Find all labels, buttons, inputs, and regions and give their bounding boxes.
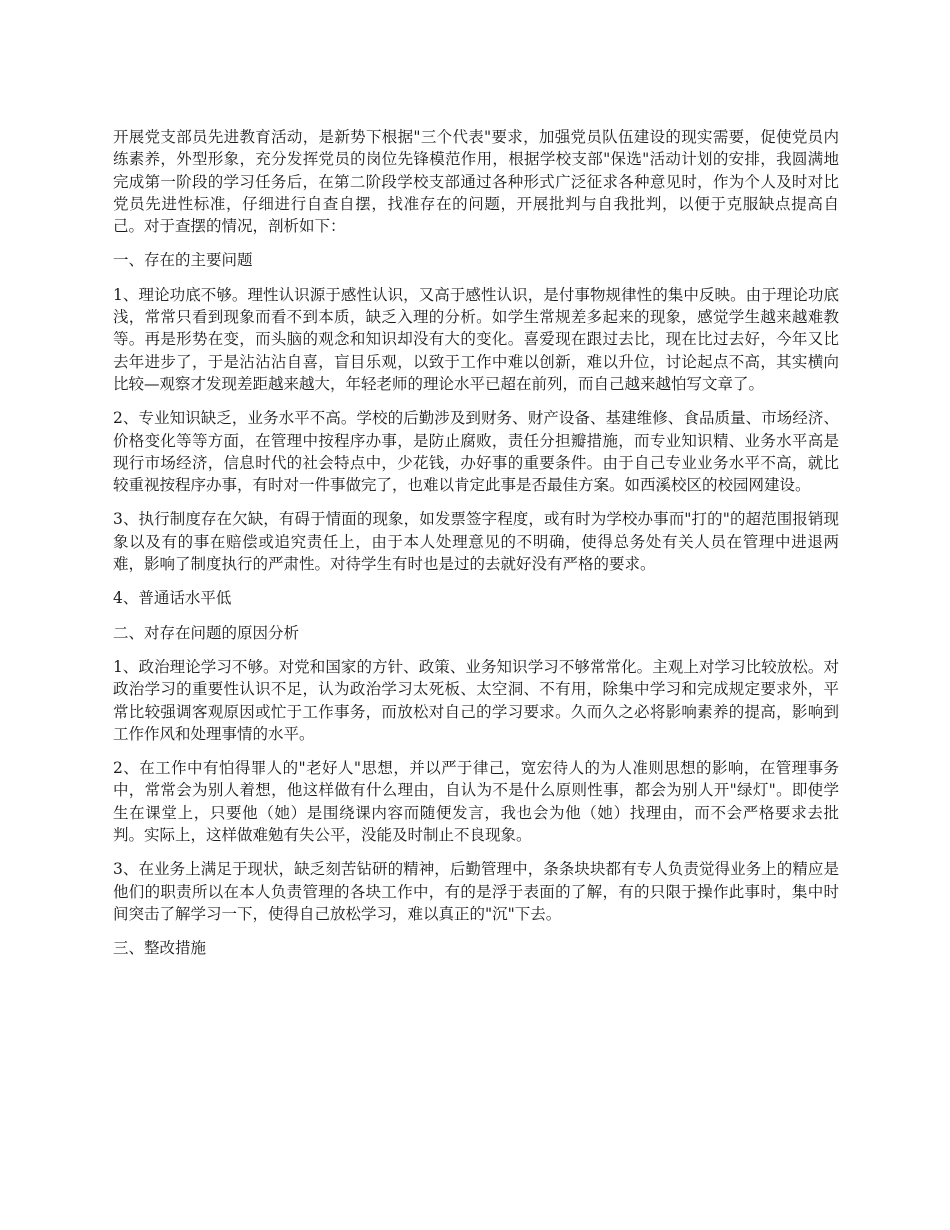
problem-paragraph-2: 2、专业知识缺乏，业务水平不高。学校的后勤涉及到财务、财产设备、基建维修、食品质量、市场经济、价格变化等等方面，在管理中按程序办事，是防止腐败，责任分担瓣措施，而专业知识精、业务水平高是现行市场经济，信息时代的社会特点中，少花钱，办好事的重要条件。由于自己专业业务水平不高，就比较重视按程序办事，有时对一件事做完了，也难以肯定此事是否最佳方案。如西溪校区的校园网建设。 bbox=[113, 409, 839, 495]
section-heading-rectification: 三、整改措施 bbox=[113, 939, 207, 958]
section-heading-main-problems: 一、存在的主要问题 bbox=[113, 251, 253, 270]
problem-paragraph-1: 1、理论功底不够。理性认识源于感性认识，又高于感性认识，是付事物规律性的集中反映。由于理论功底浅，常常只看到现象而看不到本质，缺乏入理的分析。如学生常规差多起来的现象，感觉学生越来越难教等。再是形势在变，而头脑的观念和知识却没有大的变化。喜爱现在跟过去比，现在比过去好，今年又比去年进步了，于是沾沾沾自喜，盲目乐观，以致于工作中难以创新，难以升位，讨论起点不高，其实横向比较—观察才发现差距越来越大，年轻老师的理论水平已超在前列，而自己越来越怕写文章了。 bbox=[113, 285, 839, 393]
problem-paragraph-3: 3、执行制度存在欠缺，有碍于情面的现象，如发票签字程度，或有时为学校办事而"打的"的超范围报销现象以及有的事在赔偿或追究责任上，由于本人处理意见的不明确，使得总务处有关人员在管理中进退两难，影响了制度执行的严肃性。对待学生有时也是过的去就好没有严格的要求。 bbox=[113, 510, 839, 574]
cause-paragraph-1: 1、政治理论学习不够。对党和国家的方针、政策、业务知识学习不够常常化。主观上对学习比较放松。对政治学习的重要性认识不足，认为政治学习太死板、太空洞、不有用，除集中学习和完成规定要求外，平常比较强调客观原因或忙于工作事务，而放松对自己的学习要求。久而久之必将影响素养的提高，影响到工作作风和处理事情的水平。 bbox=[113, 657, 839, 743]
document-body bbox=[113, 126, 839, 972]
problem-paragraph-4: 4、普通话水平低 bbox=[113, 589, 232, 608]
cause-paragraph-3: 3、在业务上满足于现状，缺乏刻苦钻研的精神，后勤管理中，条条块块都有专人负责觉得业务上的精应是他们的职责所以在本人负责管理的各块工作中，有的是浮于表面的了解，有的只限于操作此事时，集中时间突击了解学习一下，使得自己放松学习，难以真正的"沉"下去。 bbox=[113, 860, 839, 923]
intro-paragraph: 开展党支部员先进教育活动，是新势下根据"三个代表"要求，加强党员队伍建设的现实需要，促使党员内练素养，外型形象，充分发挥党员的岗位先锋模范作用，根据学校支部"保选"活动计划的安排，我圆满地完成第一阶段的学习任务后，在第二阶段学校支部通过各种形式广泛征求各种意见时，作为个人及时对比党员先进性标准，仔细进行自查自摆，找准存在的问题，开展批判与自我批判，以便于克服缺点提高自己。对于查摆的情况，剖析如下： bbox=[113, 128, 839, 236]
section-heading-cause-analysis: 二、对存在问题的原因分析 bbox=[113, 623, 300, 642]
cause-paragraph-2: 2、在工作中有怕得罪人的"老好人"思想，并以严于律己，宽宏待人的为人准则思想的影响，在管理事务中，常常会为别人着想，他这样做有什么理由，自认为不是什么原则性事，都会为别人开"绿灯"。即使学生在课堂上，只要他（她）是围绕课内容而随便发言，我也会为他（她）找理由，而不会严格要求去批判。实际上，这样做难勉有失公平，没能及时制止不良现象。 bbox=[113, 759, 839, 845]
